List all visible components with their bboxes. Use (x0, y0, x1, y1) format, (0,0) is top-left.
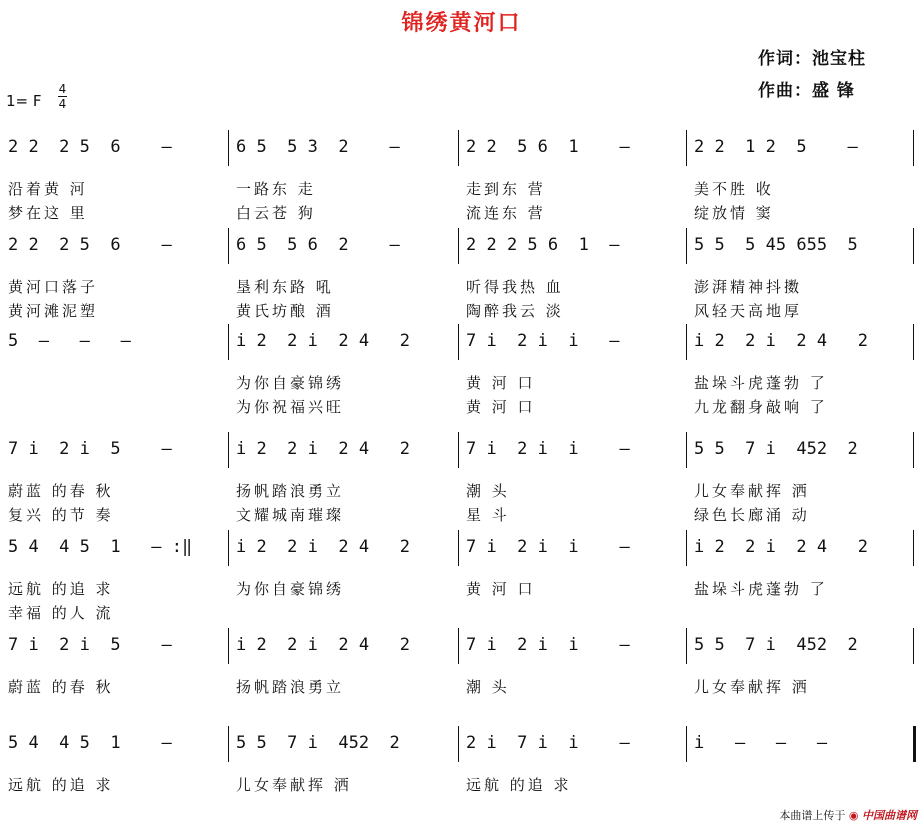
lyric-text: 蔚蓝 的春 秋 (8, 678, 114, 696)
lyricist-credit: 作词：池宝柱 (758, 49, 866, 69)
bar-line (686, 726, 687, 762)
measure: 2 2 5 6 1 – (466, 137, 630, 157)
lyric-text: 垦利东路 吼 (236, 278, 334, 296)
measure: i 2 2 i 2 4 2 (236, 439, 410, 459)
lyric-text: 黄 河 口 (466, 580, 536, 598)
bar-line (458, 628, 459, 664)
composer-credit: 作曲：盛 锋 (758, 81, 855, 101)
time-signature-top: 4 (58, 82, 67, 96)
lyric-text: 幸福 的人 流 (8, 604, 114, 622)
lyric-text: 黄氏坊酿 酒 (236, 302, 334, 320)
footer-prefix: 本曲谱上传于 (779, 809, 846, 822)
measure: i 2 2 i 2 4 2 (236, 635, 410, 655)
bar-line (686, 628, 687, 664)
measure: 5 5 7 i 452 2 (236, 733, 400, 753)
lyric-text: 九龙翻身敲响 了 (694, 398, 828, 416)
measure: 5 5 7 i 452 2 (694, 635, 858, 655)
notation-row (0, 626, 923, 666)
measure: i – – – (694, 733, 828, 753)
lyric-text: 一路东 走 (236, 180, 316, 198)
bar-line (458, 130, 459, 166)
bar-line (913, 324, 914, 360)
bar-line (458, 530, 459, 566)
lyric-text: 远航 的追 求 (466, 776, 572, 794)
bar-line (913, 530, 914, 566)
measure: 5 4 4 5 1 – :‖ (8, 537, 193, 557)
bar-line (686, 130, 687, 166)
lyric-text: 为你自豪锦绣 (236, 580, 345, 598)
measure: 7 i 2 i i – (466, 331, 620, 351)
lyric-text: 复兴 的节 奏 (8, 506, 114, 524)
bar-line (228, 324, 229, 360)
time-signature-bottom: 4 (58, 97, 67, 111)
measure: i 2 2 i 2 4 2 (694, 331, 868, 351)
lyric-text: 沿着黄 河 (8, 180, 88, 198)
bar-line (686, 228, 687, 264)
bar-line (228, 228, 229, 264)
lyric-text: 儿女奉献挥 洒 (694, 678, 810, 696)
key-signature: 1= F (6, 92, 42, 110)
lyric-text: 盐垛斗虎蓬勃 了 (694, 580, 828, 598)
bar-line (228, 432, 229, 468)
lyric-text: 远航 的追 求 (8, 580, 114, 598)
measure: 2 2 2 5 6 1 – (466, 235, 620, 255)
notation-row (0, 430, 923, 470)
notation-row (0, 226, 923, 266)
lyric-text: 儿女奉献挥 洒 (694, 482, 810, 500)
lyric-text: 儿女奉献挥 洒 (236, 776, 352, 794)
bar-line (913, 228, 914, 264)
bar-line (913, 432, 914, 468)
measure: 7 i 2 i i – (466, 439, 630, 459)
lyric-text: 绿色长廊涌 动 (694, 506, 810, 524)
measure: i 2 2 i 2 4 2 (236, 537, 410, 557)
lyric-text: 为你自豪锦绣 (236, 374, 345, 392)
bar-line (913, 726, 916, 762)
measure: 6 5 5 3 2 – (236, 137, 400, 157)
lyric-text: 绽放情 窦 (694, 204, 774, 222)
footer (779, 807, 917, 823)
footer-brand: 中国曲谱网 (862, 809, 917, 822)
lyric-text: 陶醉我云 淡 (466, 302, 564, 320)
lyric-text: 潮 头 (466, 678, 510, 696)
lyric-text: 白云苍 狗 (236, 204, 316, 222)
measure: 2 2 1 2 5 – (694, 137, 858, 157)
bar-line (686, 324, 687, 360)
lyric-text: 梦在这 里 (8, 204, 88, 222)
measure: 2 2 2 5 6 – (8, 137, 172, 157)
lyric-text: 黄 河 口 (466, 374, 536, 392)
measure: 5 5 5 45 655 5 (694, 235, 858, 255)
lyric-text: 黄河滩泥塑 (8, 302, 99, 320)
measure: 7 i 2 i 5 – (8, 439, 172, 459)
lyric-text: 远航 的追 求 (8, 776, 114, 794)
notation-row (0, 128, 923, 168)
lyric-text: 盐垛斗虎蓬勃 了 (694, 374, 828, 392)
lyric-text: 听得我热 血 (466, 278, 564, 296)
notation-row (0, 528, 923, 568)
measure: 5 – – – (8, 331, 131, 351)
lyric-text: 黄河口落子 (8, 278, 99, 296)
lyric-text: 扬帆踏浪勇立 (236, 678, 345, 696)
bar-line (913, 628, 914, 664)
measure: 2 i 7 i i – (466, 733, 630, 753)
notation-row (0, 322, 923, 362)
bar-line (686, 432, 687, 468)
lyric-text: 潮 头 (466, 482, 510, 500)
lyric-text: 流连东 营 (466, 204, 546, 222)
measure: 2 2 2 5 6 – (8, 235, 172, 255)
bar-line (228, 130, 229, 166)
bar-line (228, 628, 229, 664)
notation-row (0, 724, 923, 764)
measure: 6 5 5 6 2 – (236, 235, 400, 255)
lyric-text: 走到东 营 (466, 180, 546, 198)
time-signature (58, 82, 67, 111)
bar-line (228, 726, 229, 762)
song-title: 锦绣黄河口 (401, 11, 522, 36)
measure: 5 4 4 5 1 – (8, 733, 172, 753)
lyric-text: 风轻天高地厚 (694, 302, 803, 320)
lyric-text: 为你祝福兴旺 (236, 398, 345, 416)
footer-logo-icon: ◉ (848, 809, 859, 822)
measure: 7 i 2 i 5 – (8, 635, 172, 655)
bar-line (686, 530, 687, 566)
lyric-text: 文耀城南璀璨 (236, 506, 345, 524)
measure: i 2 2 i 2 4 2 (694, 537, 868, 557)
measure: 5 5 7 i 452 2 (694, 439, 858, 459)
lyric-text: 美不胜 收 (694, 180, 774, 198)
bar-line (458, 726, 459, 762)
measure: 7 i 2 i i – (466, 537, 630, 557)
measure: i 2 2 i 2 4 2 (236, 331, 410, 351)
lyric-text: 黄 河 口 (466, 398, 536, 416)
bar-line (458, 228, 459, 264)
bar-line (913, 130, 914, 166)
measure: 7 i 2 i i – (466, 635, 630, 655)
lyric-text: 扬帆踏浪勇立 (236, 482, 345, 500)
bar-line (458, 324, 459, 360)
bar-line (458, 432, 459, 468)
lyric-text: 澎湃精神抖擞 (694, 278, 803, 296)
lyric-text: 蔚蓝 的春 秋 (8, 482, 114, 500)
bar-line (228, 530, 229, 566)
lyric-text: 星 斗 (466, 506, 510, 524)
